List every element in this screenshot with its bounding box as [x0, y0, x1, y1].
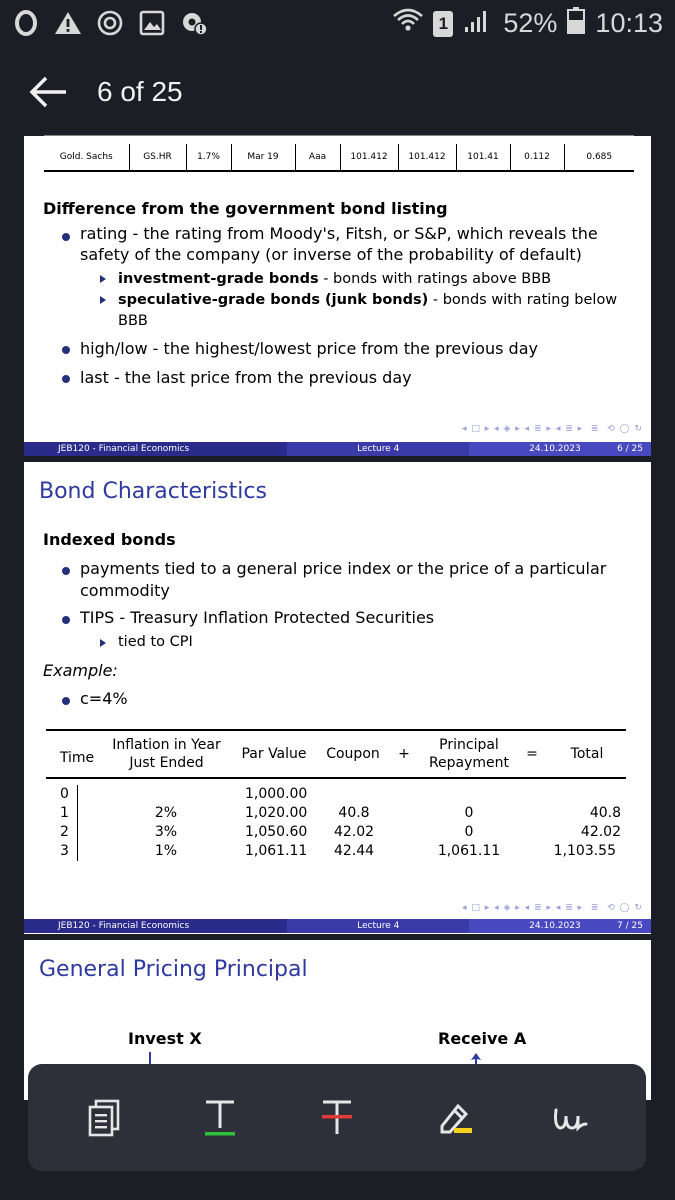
sub-bullet [100, 275, 106, 283]
cell-rating: Aaa [295, 144, 340, 170]
annotation-toolbar [28, 1064, 646, 1171]
example-value: c=4% [80, 689, 128, 708]
footer-date: 24.10.2023 [529, 444, 581, 454]
footer-right [469, 919, 651, 933]
header-principal-1: Principal [439, 737, 499, 753]
section-heading: Indexed bonds [43, 530, 176, 549]
time-col-row1: 1 [60, 805, 69, 821]
time-col-row3: 3 [60, 843, 69, 859]
document-page-6 [24, 136, 651, 456]
sim-icon [433, 11, 453, 37]
cell-company: Gold. Sachs [44, 144, 129, 170]
cell-coupon: 1.7% [186, 144, 231, 170]
investment-grade-term: investment-grade bonds [118, 271, 319, 287]
wifi-icon [393, 7, 423, 40]
investment-grade-desc: - bonds with ratings above BBB [318, 271, 552, 287]
inflation-row1: 2% [154, 805, 178, 821]
speculative-grade-item [118, 290, 617, 310]
gallery-icon [138, 8, 166, 38]
invest-label: Invest X [128, 1029, 202, 1048]
cell-low: 101.412 [398, 144, 456, 170]
document-page-7 [24, 462, 651, 934]
bullet [62, 567, 70, 575]
app-bar [0, 50, 675, 136]
coupon-row3: 42.44 [333, 843, 375, 859]
total-row2: 42.02 [580, 824, 621, 840]
header-principal-2: Repayment [428, 755, 510, 771]
header-equals: = [526, 746, 538, 762]
header-inflation-2: Just Ended [129, 755, 204, 771]
sub-bullet [100, 296, 106, 304]
coupon-row1: 40.8 [338, 805, 370, 821]
high-low-text: high/low - the highest/lowest price from the previous day [80, 339, 538, 358]
header-total: Total [570, 746, 604, 762]
table-top-rule [46, 729, 626, 731]
inflation-row2: 3% [154, 824, 178, 840]
sim-number: 1 [438, 13, 449, 33]
principal-row1: 0 [464, 805, 474, 821]
par-row0: 1,000.00 [245, 786, 308, 802]
receive-label: Receive A [438, 1029, 527, 1048]
rating-text-line2: safety of the company (or inverse of the probability of default) [80, 245, 582, 264]
par-row1: 1,020.00 [245, 805, 308, 821]
header-inflation-1: Inflation in Year [112, 737, 221, 753]
example-label: Example: [43, 661, 118, 680]
header-coupon: Coupon [326, 746, 380, 762]
settings-alert-icon [180, 8, 208, 38]
bullet [62, 346, 70, 354]
par-row3: 1,061.11 [245, 843, 308, 859]
beamer-nav-symbols: ◂ □ ▸ ◂ ◈ ▸ ◂ ≣ ▸ ◂ ≣ ▸ ≣ ⟲ ◯ ↻ [462, 424, 643, 434]
speculative-grade-desc: - bonds with rating below [428, 292, 618, 308]
header-time: Time [59, 750, 95, 766]
signature-icon[interactable] [548, 1096, 592, 1140]
page-indicator: 6 of 25 [97, 76, 183, 107]
time-col-row0: 0 [60, 786, 69, 802]
sync-icon [96, 8, 124, 38]
slide-title: General Pricing Principal [39, 957, 308, 982]
cell-high: 101.412 [340, 144, 398, 170]
footer-page: 7 / 25 [617, 921, 643, 931]
page-outline-icon[interactable] [82, 1096, 126, 1140]
battery-percent: 52% [503, 8, 558, 38]
investment-grade-item [118, 269, 551, 289]
bullet [62, 697, 70, 705]
header-par: Par Value [241, 746, 307, 762]
highlight-icon[interactable] [434, 1096, 478, 1140]
section-heading: Difference from the government bond listing [43, 199, 448, 218]
principal-row2: 0 [464, 824, 474, 840]
indexed-line2: commodity [80, 581, 170, 600]
bullet [62, 616, 70, 624]
speculative-grade-line2: BBB [118, 313, 148, 329]
signal-icon [463, 7, 493, 40]
footer-lecture: Lecture 4 [287, 442, 469, 456]
back-arrow-icon[interactable] [28, 74, 68, 110]
tips-sub: tied to CPI [118, 634, 193, 650]
total-row1: 40.8 [589, 805, 621, 821]
slide-title: Bond Characteristics [39, 479, 267, 504]
coupon-row2: 42.02 [333, 824, 375, 840]
strikethrough-text-icon[interactable] [315, 1096, 359, 1140]
slide-footer [24, 442, 651, 456]
cell-ticker: GS.HR [129, 144, 186, 170]
bullet [62, 375, 70, 383]
cell-last: 101.41 [456, 144, 510, 170]
sub-bullet [100, 639, 106, 647]
warning-icon [54, 8, 82, 38]
indexed-line1: payments tied to a general price index or the price of a particular [80, 559, 607, 578]
footer-right [469, 442, 651, 456]
add-text-icon[interactable] [198, 1096, 242, 1140]
bullet [62, 233, 70, 241]
footer-course: JEB120 - Financial Economics [24, 442, 287, 456]
footer-page: 6 / 25 [617, 444, 643, 454]
cell-change: 0.112 [510, 144, 564, 170]
bond-listing-row [44, 144, 634, 170]
speculative-grade-term: speculative-grade bonds (junk bonds) [118, 292, 429, 308]
cell-yield: 0.685 [586, 152, 613, 162]
footer-date: 24.10.2023 [529, 921, 581, 931]
total-row3: 1,103.55 [553, 843, 616, 859]
par-row2: 1,050.60 [245, 824, 308, 840]
status-bar [0, 0, 675, 50]
opera-icon [12, 8, 40, 38]
header-plus: + [398, 746, 410, 762]
slide-footer [24, 919, 651, 933]
rating-text-line1: rating - the rating from Moody's, Fitsh, or S&P, which reveals the [80, 224, 598, 243]
cell-maturity: Mar 19 [231, 144, 295, 170]
principal-row3: 1,061.11 [437, 843, 501, 859]
last-text: last - the last price from the previous day [80, 368, 412, 387]
footer-lecture: Lecture 4 [287, 919, 469, 933]
beamer-nav-symbols: ◂ □ ▸ ◂ ◈ ▸ ◂ ≣ ▸ ◂ ≣ ▸ ≣ ⟲ ◯ ↻ [462, 903, 643, 913]
battery-icon [567, 6, 585, 41]
table-header-rule [46, 777, 626, 779]
tips-text: TIPS - Treasury Inflation Protected Securities [80, 608, 435, 627]
time-col-row2: 2 [60, 824, 69, 840]
time-column-divider [77, 785, 78, 861]
footer-course: JEB120 - Financial Economics [24, 919, 287, 933]
clock: 10:13 [595, 8, 663, 38]
inflation-row3: 1% [154, 843, 178, 859]
